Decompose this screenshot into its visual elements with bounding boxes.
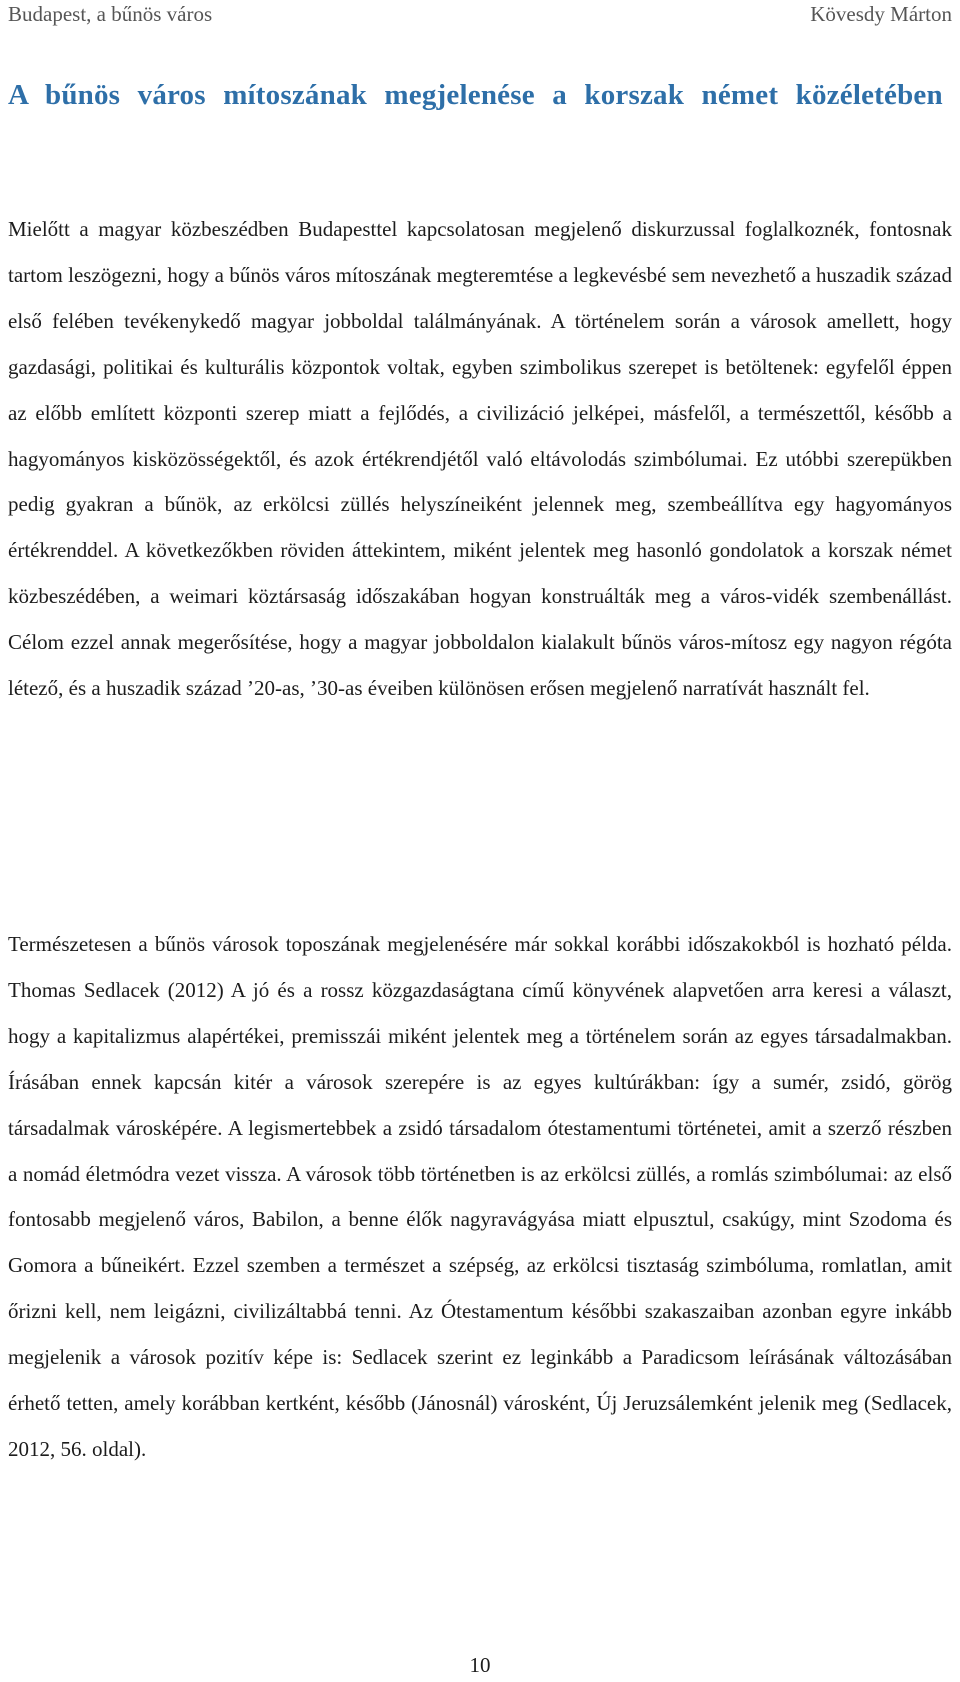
section-title: A bűnös város mítoszának megjelenése a korszak német közéletében (8, 79, 943, 111)
running-header (8, 2, 952, 32)
page-number: 10 (469, 1653, 491, 1677)
body-paragraph-1: Mielőtt a magyar közbeszédben Budapesttel kapcsolatosan megjelenő diskurzussal foglalkoznék, fontosnak tartom leszögezni, hogy a bűnös város mítoszának megteremtése a legkevésbé sem nevezhető a huszadik század első felében tevékenykedő magyar jobboldal találmányának. A történelem során a városok amellett, hogy gazdasági, politikai és kulturális központok voltak, egyben szimbolikus szerepet is betöltenek: egyfelől éppen az előbb említett központi szerep miatt a fejlődés, a civilizáció jelképei, másfelől, a természettől, később a hagyományos kisközösségektől, és azok értékrendjétől való eltávolodás szimbólumai. Ez utóbbi szerepükben pedig gyakran a bűnök, az erkölcsi züllés helyszíneiként jelennek meg, szembeállítva egy hagyományos értékrenddel. A következőkben röviden áttekintem, miként jelentek meg hasonló gondolatok a korszak német közbeszédében, a weimari köztársaság időszakában hogyan konstruálták meg a város-vidék szembenállást. Célom ezzel annak megerősítése, hogy a magyar jobboldalon kialakult bűnös város-mítosz egy nagyon régóta létező, és a huszadik század ’20-as, ’30-as éveiben különösen erősen megjelenő narratívát használt fel. (8, 217, 952, 701)
header-title: Budapest, a bűnös város (8, 2, 213, 26)
body-paragraph-2: Természetesen a bűnös városok toposzának megjelenésére már sokkal korábbi időszakokból is hozható példa. Thomas Sedlacek (2012) A jó és a rossz közgazdaságtana című könyvének alapvetően arra keresi a választ, hogy a kapitalizmus alapértékei, premisszái miként jelentek meg a történelem során az egyes társadalmakban. Írásában ennek kapcsán kitér a városok szerepére is az egyes kultúrákban: így a sumér, zsidó, görög társadalmak városképére. A legismertebbek a zsidó társadalom ótestamentumi történetei, amit a szerző részben a nomád életmódra vezet vissza. A városok több történetben is az erkölcsi züllés, a romlás szimbólumai: az első fontosabb megjelenő város, Babilon, a benne élők nagyravágyása miatt elpusztul, csakúgy, mint Szodoma és Gomora a bűneikért. Ezzel szemben a természet a szépség, az erkölcsi tisztaság szimbóluma, romlatlan, amit őrizni kell, nem leigázni, civilizáltabbá tenni. Az Ótestamentum későbbi szakaszaiban azonban egyre inkább megjelenik a városok pozitív képe is: Sedlacek szerint ez leginkább a Paradicsom leírásának változásában érhető tetten, amely korábban kertként, később (Jánosnál) városként, Új Jeruzsálemként jelenik meg (Sedlacek, 2012, 56. oldal). (8, 932, 952, 1461)
header-author: Kövesdy Márton (810, 2, 952, 26)
